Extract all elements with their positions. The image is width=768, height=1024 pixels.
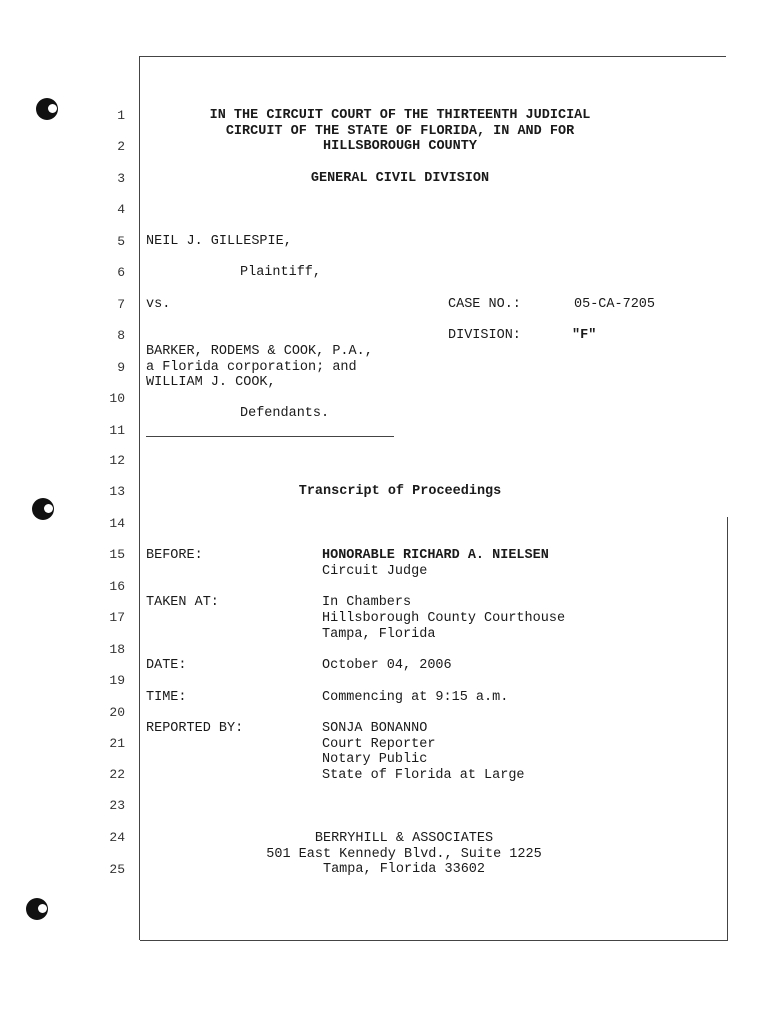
plaintiff-role: Plaintiff, — [240, 265, 322, 280]
line-number: 16 — [109, 579, 125, 594]
line-number: 1 — [117, 108, 125, 123]
line-number: 5 — [117, 234, 125, 249]
line-number: 10 — [109, 391, 125, 406]
reporter-line-1: SONJA BONANNO — [322, 721, 428, 736]
division-title: GENERAL CIVIL DIVISION — [310, 171, 490, 186]
judge-name: HONORABLE RICHARD A. NIELSEN — [322, 548, 549, 563]
punch-hole-icon — [32, 498, 54, 520]
line-number: 7 — [117, 297, 125, 312]
caption-underline — [146, 436, 394, 437]
line-number: 14 — [109, 516, 125, 531]
court-heading-line-2: CIRCUIT OF THE STATE OF FLORIDA, IN AND FOR — [225, 124, 575, 139]
line-number: 3 — [117, 171, 125, 186]
line-number: 15 — [109, 547, 125, 562]
line-number: 23 — [109, 798, 125, 813]
punch-hole-icon — [26, 898, 48, 920]
line-number: 22 — [109, 767, 125, 782]
line-number: 13 — [109, 484, 125, 499]
division-value: "F" — [572, 328, 597, 343]
before-label: BEFORE: — [146, 548, 203, 563]
line-number: 4 — [117, 202, 125, 217]
court-heading-line-1: IN THE CIRCUIT COURT OF THE THIRTEENTH JUDICIAL — [209, 108, 591, 123]
line-number: 8 — [117, 328, 125, 343]
defendant-line-2: a Florida corporation; and — [146, 360, 357, 375]
reporter-line-4: State of Florida at Large — [322, 768, 525, 783]
line-number: 18 — [109, 642, 125, 657]
division-label: DIVISION: — [448, 328, 521, 343]
line-number: 24 — [109, 830, 125, 845]
firm-name: BERRYHILL & ASSOCIATES — [314, 831, 494, 846]
line-number: 19 — [109, 673, 125, 688]
defendant-line-1: BARKER, RODEMS & COOK, P.A., — [146, 344, 373, 359]
line-number: 6 — [117, 265, 125, 280]
time-label: TIME: — [146, 690, 187, 705]
line-number: 11 — [109, 423, 125, 438]
line-number: 2 — [117, 139, 125, 154]
court-heading-line-3: HILLSBOROUGH COUNTY — [323, 139, 477, 154]
taken-at-label: TAKEN AT: — [146, 595, 219, 610]
bottom-border — [140, 940, 728, 941]
plaintiff-name: NEIL J. GILLESPIE, — [146, 234, 292, 249]
top-border — [140, 56, 726, 57]
location-line-3: Tampa, Florida — [322, 627, 436, 642]
line-number: 20 — [109, 705, 125, 720]
reported-by-label: REPORTED BY: — [146, 721, 244, 736]
location-line-1: In Chambers — [322, 595, 412, 610]
date-value: October 04, 2006 — [322, 658, 452, 673]
line-number: 21 — [109, 736, 125, 751]
date-label: DATE: — [146, 658, 187, 673]
defendant-role: Defendants. — [240, 406, 330, 421]
versus: vs. — [146, 297, 171, 312]
case-number-label: CASE NO.: — [448, 297, 521, 312]
firm-address-1: 501 East Kennedy Blvd., Suite 1225 — [266, 847, 542, 862]
line-number: 17 — [109, 610, 125, 625]
reporter-line-2: Court Reporter — [322, 737, 436, 752]
defendant-line-3: WILLIAM J. COOK, — [146, 375, 276, 390]
line-number: 12 — [109, 453, 125, 468]
location-line-2: Hillsborough County Courthouse — [322, 611, 566, 626]
case-number: 05-CA-7205 — [574, 297, 656, 312]
reporter-line-3: Notary Public — [322, 752, 428, 767]
firm-address-2: Tampa, Florida 33602 — [322, 862, 486, 877]
time-value: Commencing at 9:15 a.m. — [322, 690, 509, 705]
transcript-title: Transcript of Proceedings — [298, 484, 502, 499]
line-number: 9 — [117, 360, 125, 375]
punch-hole-icon — [36, 98, 58, 120]
line-number: 25 — [109, 862, 125, 877]
judge-title: Circuit Judge — [322, 564, 428, 579]
right-border — [727, 517, 728, 941]
